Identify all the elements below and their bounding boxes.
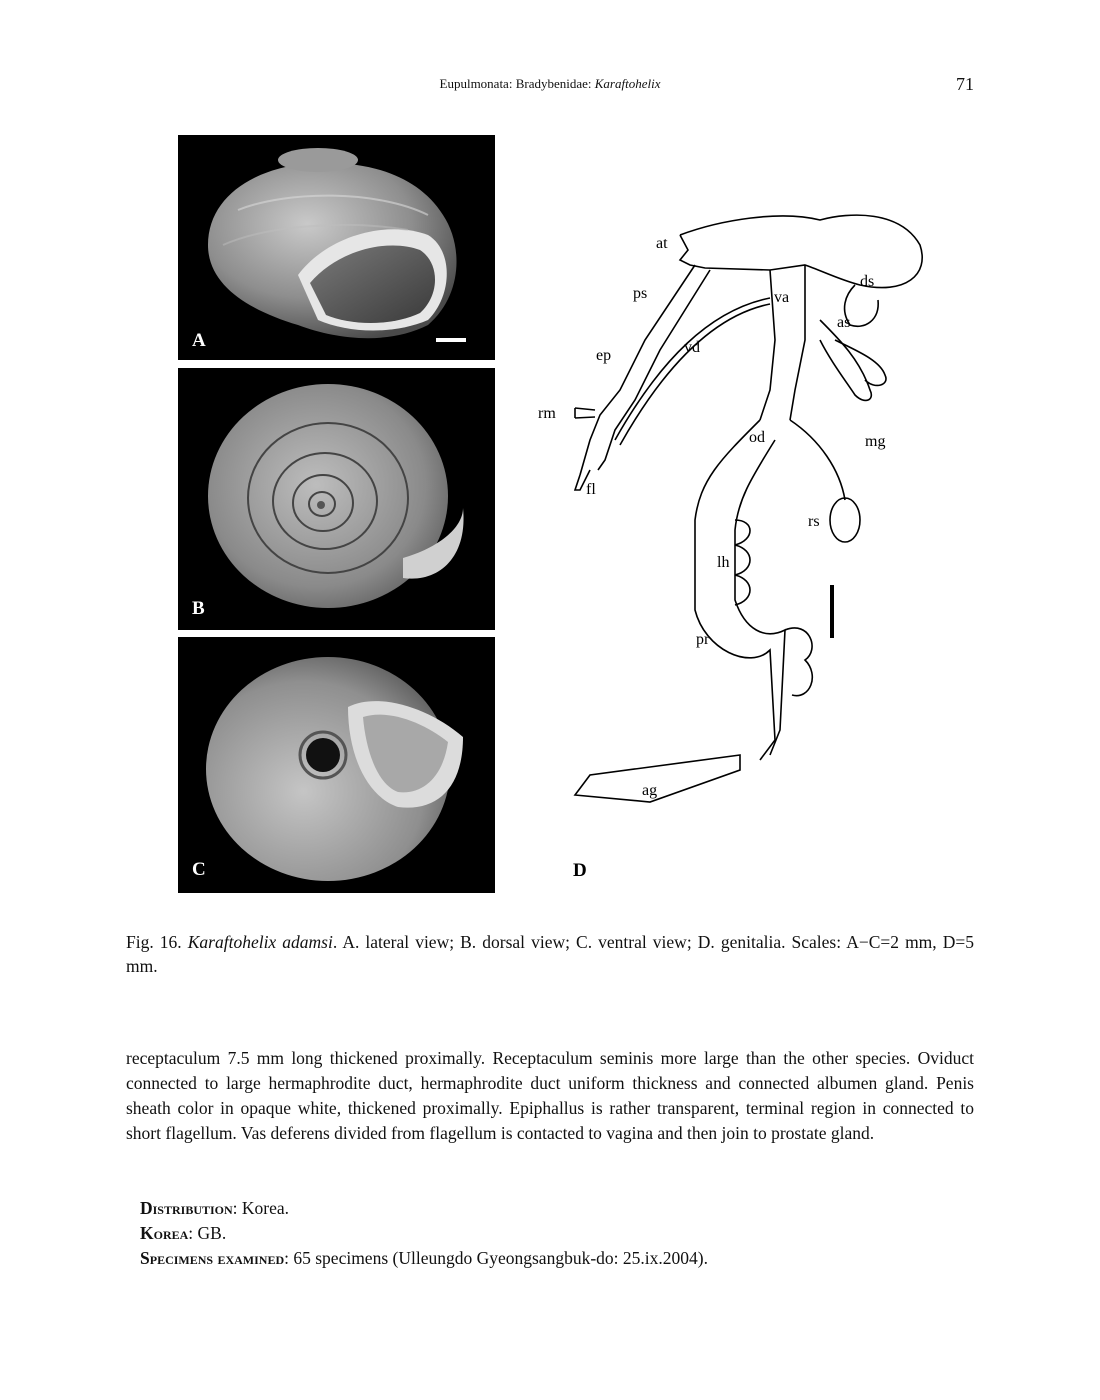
caption-prefix: Fig. 16. [126,932,188,952]
hermaphrodite-duct-lobes [735,520,750,605]
body-paragraph: receptaculum 7.5 mm long thickened proximally. Receptaculum seminis more large than the other species. Oviduct connected to large hermaphrodite duct, hermaphrodite duct uniform thickness and connected albumen gland. Penis sheath color in opaque white, thickened proximally. Epiphallus is rather transparent, terminal region in connected to short flagellum. Vas deferens divided from flagellum is contacted to vagina and then join to prostate gland. [126,1048,974,1143]
mucous-glands [820,320,871,400]
distribution-line [140,1196,974,1221]
atrium-base [680,235,770,270]
label-fl: fl [586,481,596,498]
figure-caption [126,930,974,978]
label-ds: ds [860,273,875,290]
label-pr: pr [696,631,710,648]
panel-label-c: C [192,859,206,880]
vagina-left [760,270,775,420]
prostate-lobes [785,628,812,696]
label-as: as [837,314,851,331]
label-ag: ag [642,782,658,799]
label-ps: ps [633,285,648,302]
korea-value: : GB. [188,1223,227,1243]
distribution-value: : Korea. [232,1198,290,1218]
label-rm: rm [538,405,556,422]
label-at: at [656,235,668,252]
retractor-muscle [575,408,595,418]
shell-ventral-image [178,637,495,893]
specimens-label: Specimens examined [140,1248,285,1268]
label-od: od [749,429,765,446]
running-head-genus: Karaftohelix [594,76,661,91]
caption-text: . A. lateral view; B. dorsal view; C. ventral view; D. genitalia. Scales: A−C=2 mm, D=5 mm. [126,932,974,976]
mucous-gland-lobe [835,340,886,385]
albumen-gland [575,755,740,802]
shell-lateral-image [178,135,495,360]
prostate-gland [735,440,785,755]
receptaculum-seminis [830,498,860,542]
panel-label-b: B [192,598,205,619]
panel-label-a: A [192,330,206,351]
caption-species: Karaftohelix adamsi [187,932,333,952]
page-number: 71 [956,74,974,94]
shell-dorsal-image [178,368,495,630]
photo-ventral-view [178,637,495,893]
label-mg: mg [865,433,886,450]
specimens-value: : 65 specimens (Ulleungdo Gyeongsangbuk-do: 25.ix.2004). [284,1248,708,1268]
photo-lateral-view [178,135,495,360]
label-ep: ep [596,347,612,364]
label-rs: rs [808,513,820,530]
label-va: va [774,289,790,306]
genitalia-diagram [520,190,970,850]
atrium-outline [680,215,922,287]
scale-bar-a [436,338,466,342]
photo-dorsal-view [178,368,495,630]
label-lh: lh [717,554,730,571]
running-head-prefix: Eupulmonata: Bradybenidae: [439,76,595,91]
epiphallus [598,270,710,470]
distribution-label: Distribution [140,1198,233,1218]
vas-deferens-b [620,304,770,445]
label-vd: vd [684,339,700,356]
specimens-line [140,1246,974,1271]
korea-line [140,1221,974,1246]
korea-label: Korea [140,1223,189,1243]
vas-deferens-a [615,298,770,440]
panel-label-d: D [573,860,587,881]
receptaculum-duct [790,420,845,500]
vagina-right [790,265,805,420]
